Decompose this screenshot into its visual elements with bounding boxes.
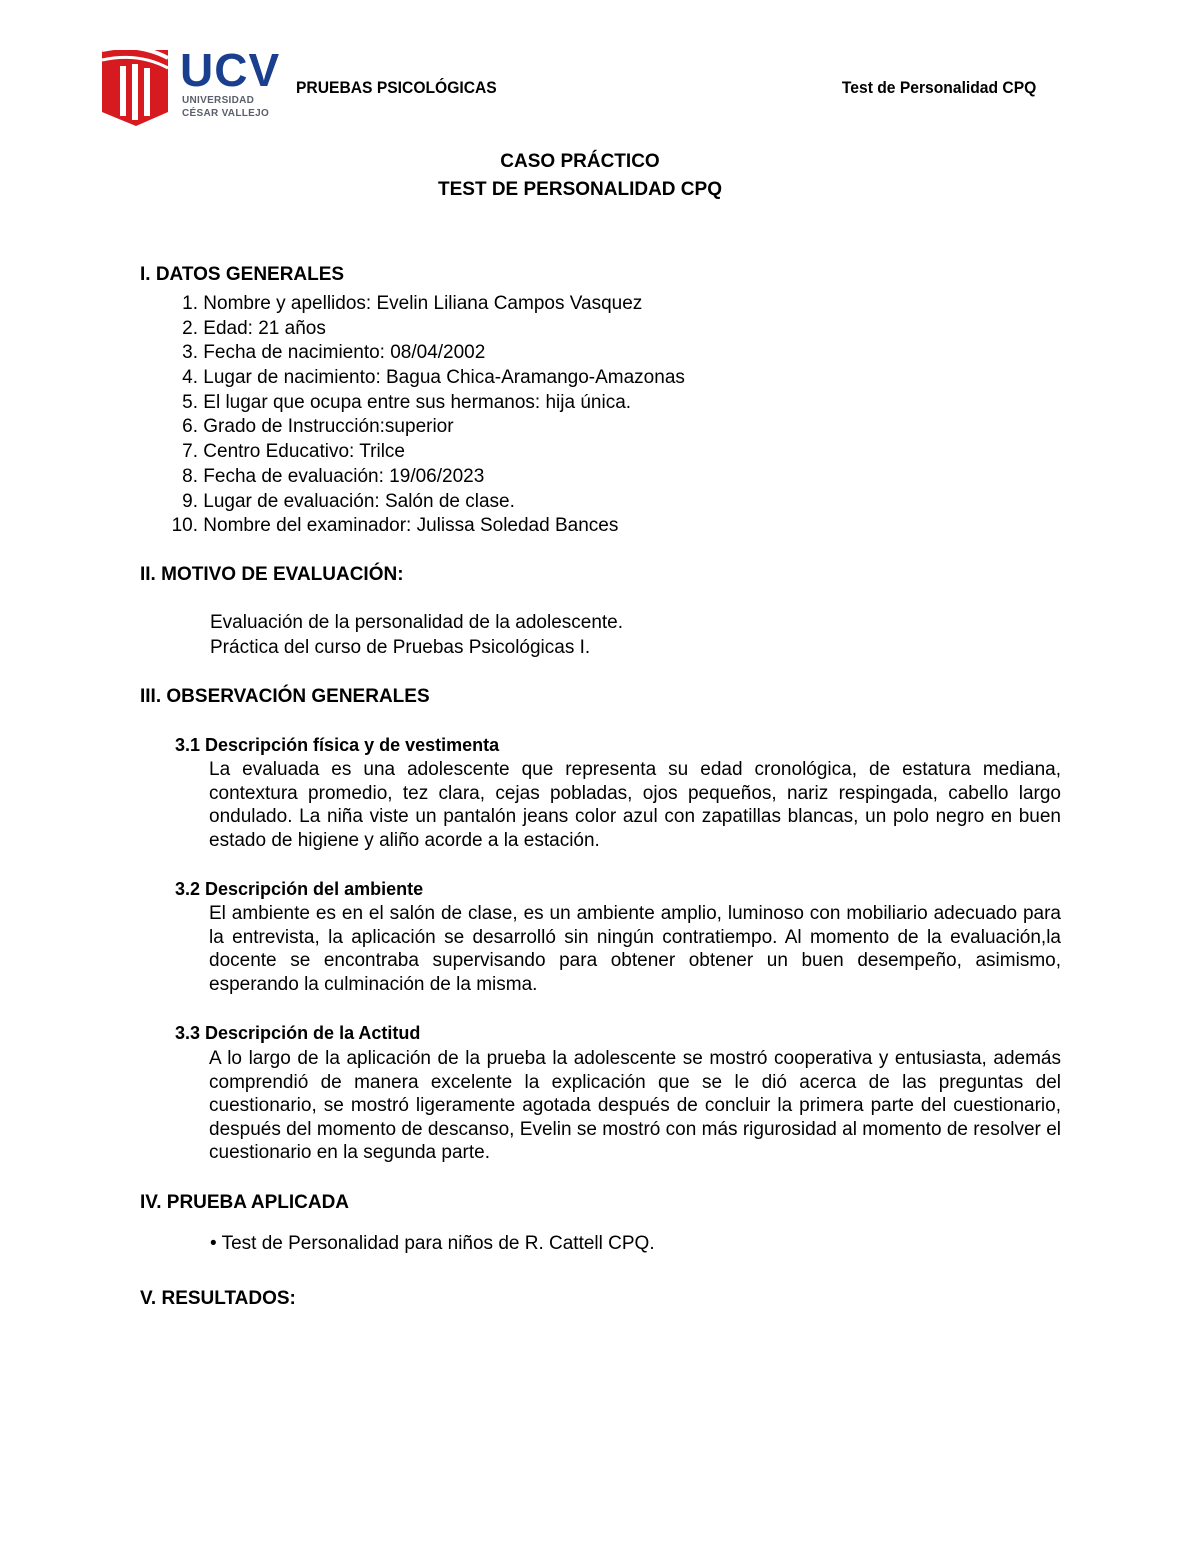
section-heading-observacion: III. OBSERVACIÓN GENERALES — [140, 686, 430, 707]
logo-subtitle-2: CÉSAR VALLEJO — [182, 108, 270, 119]
list-item: 2. Edad: 21 años — [182, 317, 326, 339]
page-header — [98, 42, 1058, 132]
section-heading-resultados: V. RESULTADOS: — [140, 1288, 296, 1309]
logo-wordmark: UCV — [180, 44, 281, 96]
motivo-line-2: Práctica del curso de Pruebas Psicológicas I. — [210, 637, 591, 658]
paragraph-actitud: A lo largo de la aplicación de la prueba la adolescente se mostró cooperativa y entusiasta, además comprendió de manera excelente la explicación que se le dió acerca de las preguntas del cuestionario, se mostró ligeramente agotada después de concluir la primera parte del cuestionario, después del momento de descanso, Evelin se mostró con más rigurosidad al momento de resolver el cuestionario en la segunda parte. — [209, 1048, 1061, 1164]
list-item: 7. Centro Educativo: Trilce — [182, 441, 405, 463]
datos-list — [140, 292, 685, 539]
list-item: 9. Lugar de evaluación: Salón de clase. — [182, 490, 515, 512]
list-item-text: Edad: 21 años — [203, 317, 326, 339]
list-item: 3. Fecha de nacimiento: 08/04/2002 — [182, 342, 486, 364]
list-item-text: Fecha de evaluación: 19/06/2023 — [203, 465, 485, 487]
motivo-line-1: Evaluación de la personalidad de la adolescente. — [210, 612, 624, 633]
list-item-text: El lugar que ocupa entre sus hermanos: hija única. — [203, 391, 632, 413]
header-test-name: Test de Personalidad CPQ — [841, 78, 1036, 97]
list-item: 6. Grado de Instrucción:superior — [182, 416, 454, 438]
paragraph-fisica: La evaluada es una adolescente que representa su edad cronológica, de estatura mediana, contextura promedio, tez clara, cejas pobladas, ojos pequeños, nariz respingada, cabello largo ondulado. La niña viste un pantalón jeans color azul con zapatillas blancas, un polo negro en buen estado de higiene y aliño acorde a la estación. — [209, 759, 1061, 851]
list-item-text: Fecha de nacimiento: 08/04/2002 — [203, 342, 486, 364]
subheading-ambiente: 3.2 Descripción del ambiente — [175, 879, 424, 899]
list-item-text: Nombre y apellidos: Evelin Liliana Campos Vasquez — [203, 293, 643, 314]
list-item-text: Centro Educativo: Trilce — [203, 441, 405, 463]
list-item-text: Lugar de evaluación: Salón de clase. — [203, 490, 515, 512]
subheading-fisica: 3.1 Descripción física y de vestimenta — [175, 735, 500, 755]
list-item: 5. El lugar que ocupa entre sus hermanos: hija única. — [182, 391, 632, 413]
list-item-text: Lugar de nacimiento: Bagua Chica-Aramango-Amazonas — [203, 367, 685, 389]
title-line-1: CASO PRÁCTICO — [500, 151, 660, 172]
list-item: 1. Nombre y apellidos: Evelin Liliana Campos Vasquez — [182, 293, 643, 314]
section-heading-prueba: IV. PRUEBA APLICADA — [140, 1192, 350, 1213]
title-line-2: TEST DE PERSONALIDAD CPQ — [438, 179, 722, 200]
ucv-logo — [98, 42, 288, 128]
section-heading-motivo: II. MOTIVO DE EVALUACIÓN: — [140, 564, 404, 585]
list-item-text: Nombre del examinador: Julissa Soledad Bances — [203, 515, 619, 537]
logo-subtitle-1: UNIVERSIDAD — [182, 95, 255, 106]
paragraph-ambiente: El ambiente es en el salón de clase, es un ambiente amplio, luminoso con mobiliario adecuado para la entrevista, la aplicación se desarrolló sin ningún contratiempo. Al momento de la evaluación,la docente se encontraba supervisando para obtener obtener un buen desempeño, asimismo, esperando la culminación de la misma. — [209, 903, 1061, 995]
list-item: 8. Fecha de evaluación: 19/06/2023 — [182, 465, 485, 487]
list-item: 10. Nombre del examinador: Julissa Soledad Bances — [171, 515, 619, 537]
prueba-item: • Test de Personalidad para niños de R. Cattell CPQ. — [210, 1233, 655, 1254]
header-course: PRUEBAS PSICOLÓGICAS — [296, 78, 497, 97]
subheading-actitud: 3.3 Descripción de la Actitud — [175, 1023, 421, 1043]
list-item-text: Grado de Instrucción:superior — [203, 416, 454, 438]
list-item: 4. Lugar de nacimiento: Bagua Chica-Aramango-Amazonas — [182, 367, 685, 389]
section-heading-datos: I. DATOS GENERALES — [140, 264, 345, 285]
